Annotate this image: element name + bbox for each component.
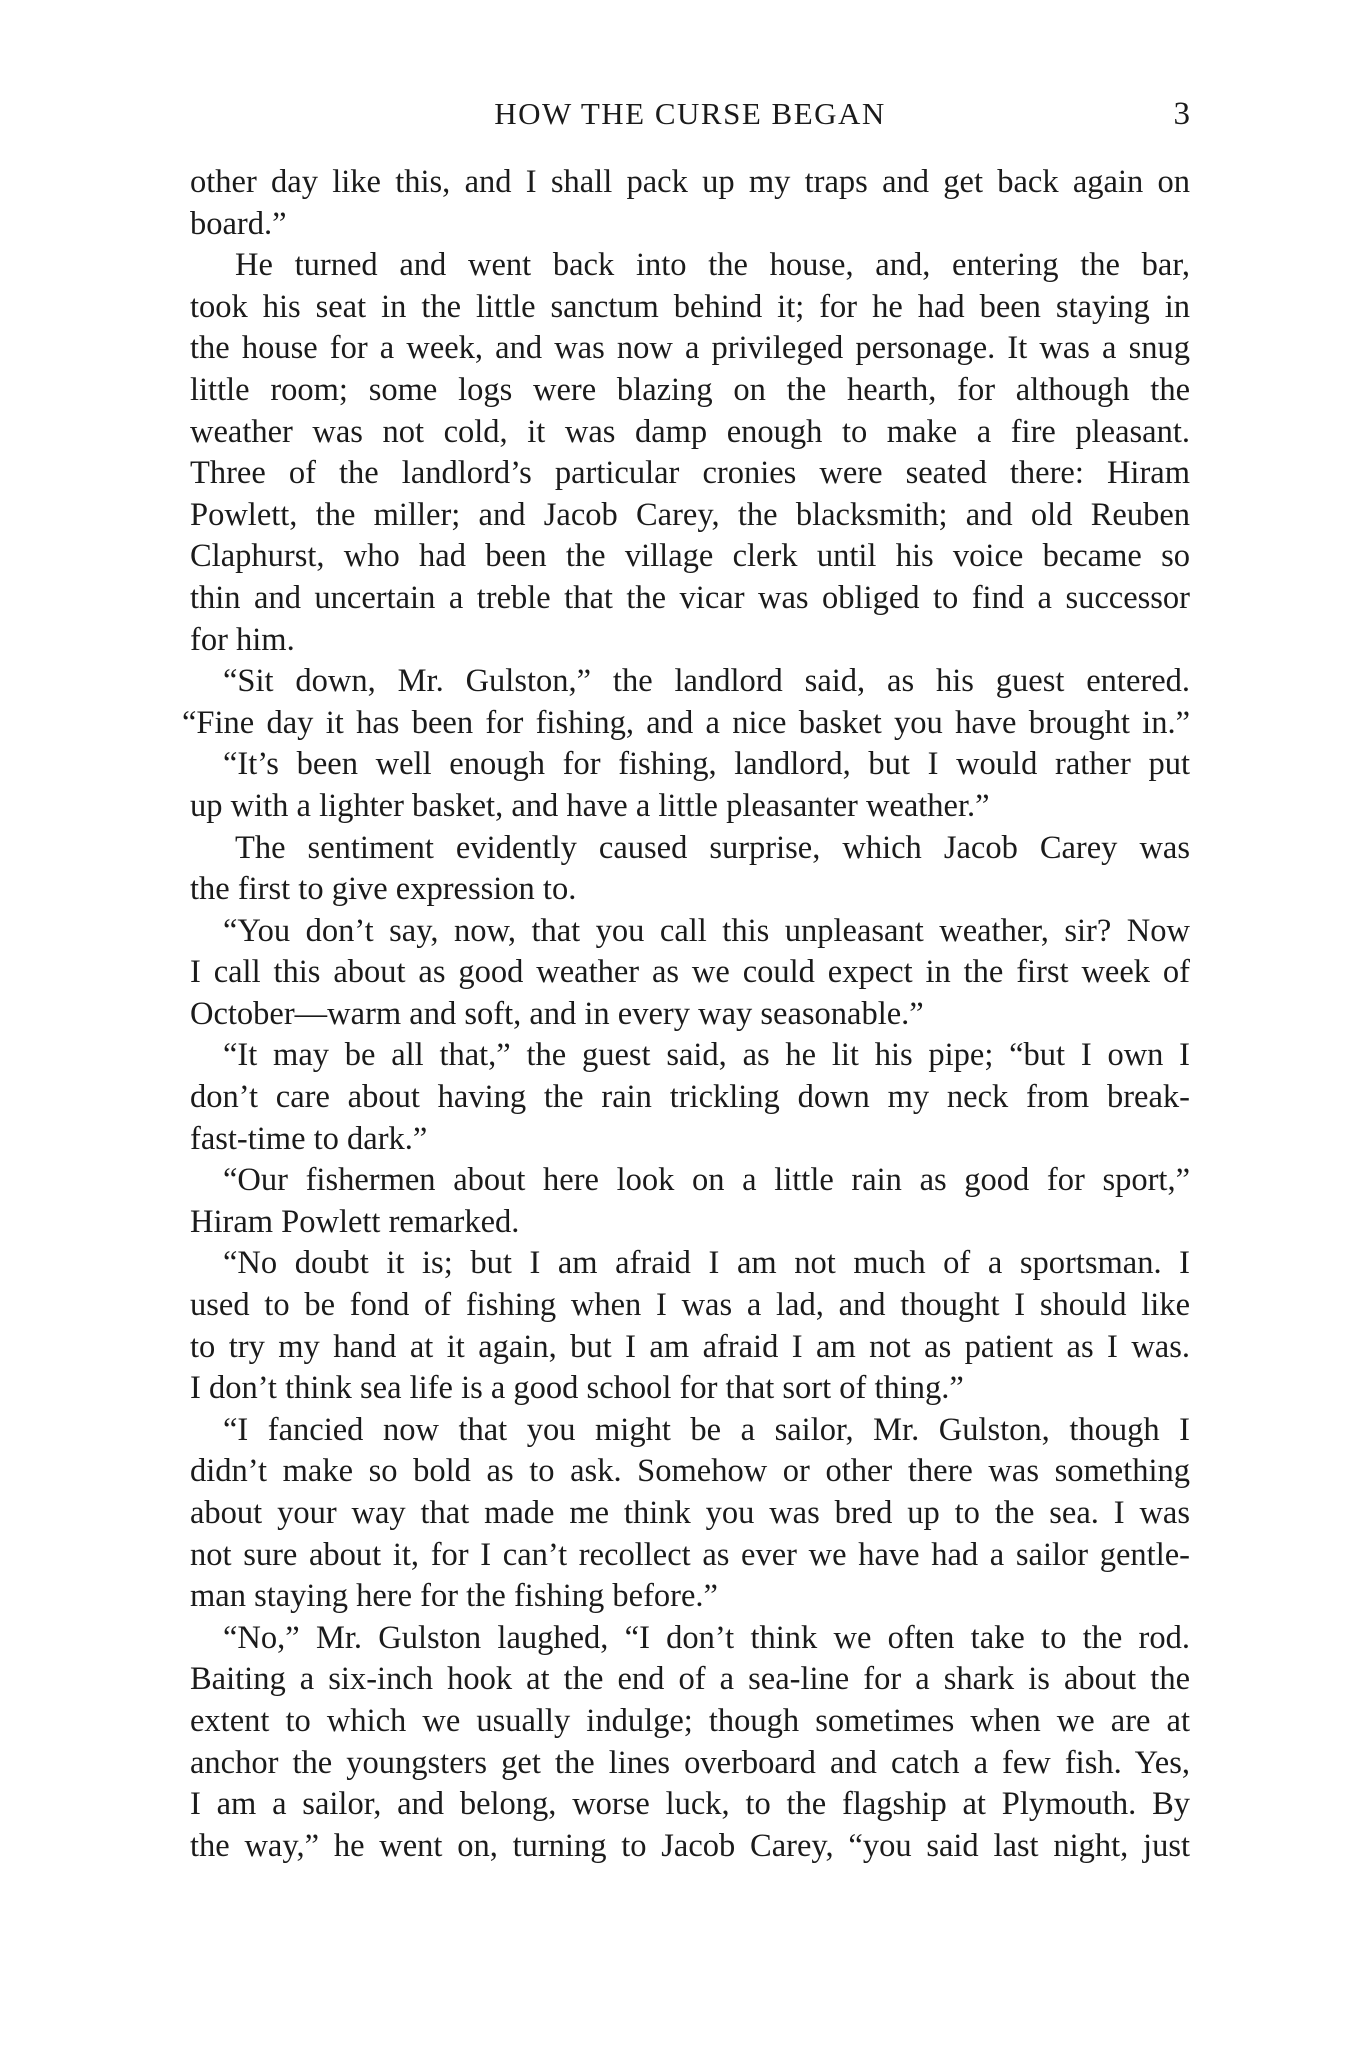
text-line: Hiram Powlett remarked. [190,1203,520,1240]
text-line: “I fancied now that you might be a sailor, Mr. Gulston, though I [223,1411,1190,1448]
text-line: other day like this, and I shall pack up my traps and get back again on [190,164,1190,200]
text-line: for him. [190,621,295,658]
text-line: the first to give expression to. [190,871,577,908]
body-text [182,162,1190,1867]
text-line: used to be fond of fishing when I was a lad, and thought I should like [190,1287,1190,1324]
text-line: thin and uncertain a treble that the vicar was obliged to find a successor [190,579,1190,616]
text-line: I am a sailor, and belong, worse luck, to the flagship at Plymouth. By [190,1786,1190,1823]
text-line: little room; some logs were blazing on the hearth, for although the [190,371,1190,408]
text-line: “It may be all that,” the guest said, as he lit his pipe; “but I own I [223,1037,1190,1074]
text-line: Claphurst, who had been the village clerk until his voice became so [190,538,1190,575]
text-line: the way,” he went on, turning to Jacob Carey, “you said last night, just [190,1827,1190,1864]
text-line: “No,” Mr. Gulston laughed, “I don’t think we often take to the rod. [223,1619,1190,1656]
text-line: the house for a week, and was now a privileged personage. It was a snug [190,330,1190,367]
text-line: I call this about as good weather as we could expect in the first week of [190,954,1190,991]
text-line: man staying here for the fishing before.” [190,1578,718,1615]
running-head [190,92,1190,136]
text-line: took his seat in the little sanctum behind it; for he had been staying in [190,288,1190,325]
text-line: to try my hand at it again, but I am afraid I am not as patient as I was. [190,1328,1190,1365]
text-line: “Our fishermen about here look on a little rain as good for sport,” [223,1162,1190,1199]
text-line: weather was not cold, it was damp enough to make a fire pleasant. [190,413,1190,450]
text-line: October—warm and soft, and in every way seasonable.” [190,995,924,1032]
text-line: Powlett, the miller; and Jacob Carey, the blacksmith; and old Reuben [190,496,1190,533]
chapter-title: HOW THE CURSE BEGAN [494,96,886,131]
text-line: don’t care about having the rain trickling down my neck from break- [190,1079,1190,1116]
text-line: Three of the landlord’s particular cronies were seated there: Hiram [190,455,1190,492]
text-line: “You don’t say, now, that you call this unpleasant weather, sir? Now [223,912,1190,949]
text-line: Baiting a six-inch hook at the end of a sea-line for a shark is about the [190,1661,1190,1698]
text-line: not sure about it, for I can’t recollect as ever we have had a sailor gentle- [190,1536,1190,1573]
text-line: I don’t think sea life is a good school for that sort of thing.” [190,1370,964,1407]
text-line: fast-time to dark.” [190,1120,428,1157]
text-line: up with a lighter basket, and have a little pleasanter weather.” [190,787,990,824]
text-line: about your way that made me think you was bred up to the sea. I was [190,1495,1190,1531]
page-number: 3 [1173,96,1190,132]
text-line: extent to which we usually indulge; though sometimes when we are at [190,1702,1190,1739]
text-line: “Fine day it has been for fishing, and a nice basket you have brought in.” [182,704,1190,741]
text-line: “No doubt it is; but I am afraid I am not much of a sportsman. I [223,1245,1190,1282]
text-line: “It’s been well enough for fishing, landlord, but I would rather put [223,746,1190,783]
text-line: didn’t make so bold as to ask. Somehow or other there was something [190,1453,1190,1490]
text-line: The sentiment evidently caused surprise, which Jacob Carey was [235,829,1190,866]
text-line: He turned and went back into the house, and, entering the bar, [235,247,1190,284]
text-line: board.” [190,205,287,242]
text-line: “Sit down, Mr. Gulston,” the landlord said, as his guest entered. [223,663,1190,700]
text-line: anchor the youngsters get the lines overboard and catch a few fish. Yes, [190,1744,1190,1781]
